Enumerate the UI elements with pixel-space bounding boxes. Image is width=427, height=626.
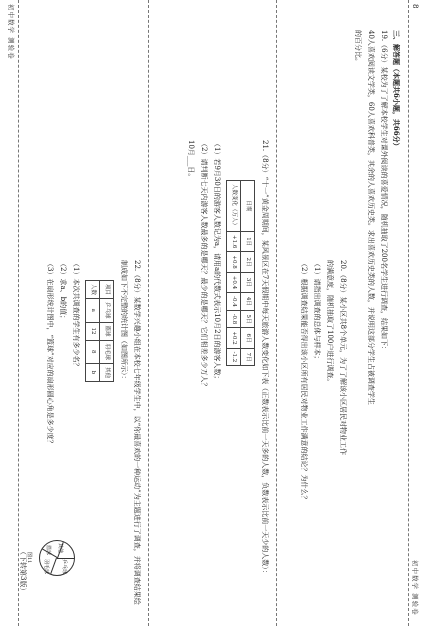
table-cell: 5日 [241, 310, 255, 328]
pie-chart [39, 540, 75, 576]
q20-text: 20.（8分）某小区共8个单元，为了了解该小区居民对物业工作 [339, 260, 347, 456]
table-cell: 日期 [241, 181, 255, 232]
q21-title: 21.（8分）“十一”黄金周期间，某风景区在7天假期中每天旅游人数变化如下表（正数表示比前一天多的人数，负数表示比前一天少的人数）： [261, 140, 269, 577]
divider-2 [148, 0, 149, 626]
q21-part1: （1）若9月30日的游客人数记为a，请用a的代数式表示10月2日的游客人数； [213, 140, 221, 383]
table-cell: +0.2 [227, 328, 241, 348]
section-heading: 三、解答题（本题共6小题，共66分） [392, 30, 401, 150]
q22-part3: （3）在扇形统计图中，“篮球”对应的扇形圆心角是多少度？ [46, 260, 54, 447]
q21-part3: 10月___日。 [187, 140, 195, 181]
table-cell: -0.4 [227, 293, 241, 311]
figure-label: 图11 [26, 552, 32, 564]
table-cell: b [86, 364, 100, 382]
q22-table [85, 280, 114, 382]
table-cell: 人数变化（万人） [227, 181, 241, 232]
table-cell: 1日 [241, 232, 255, 252]
pie-label: 篮球 [45, 545, 51, 556]
q22-part2: （2）求a、b的值； [59, 260, 67, 323]
q22-part1: （1）本次共调查的学生有多少名？ [72, 260, 80, 370]
table-cell: 其他 [100, 364, 114, 382]
q20-text-b: （1）请指出调查的总体与样本； [313, 260, 321, 363]
table-cell: 7日 [241, 348, 255, 366]
table-cell: 人数 [86, 281, 100, 299]
q22-title: 22.（8分）某数学兴趣小组在本校七年级学生中，以“你最喜欢的一种运动”为主题进行了调查，并将调查结果绘制成如下不完整的统计图（如图所示）： [120, 260, 141, 605]
table-cell: 2日 [241, 252, 255, 272]
divider-1 [276, 0, 277, 626]
table-cell: -0.8 [227, 310, 241, 328]
pie-label: 乒乓球 [61, 559, 67, 575]
divider-top [408, 0, 409, 626]
table-row [100, 281, 114, 382]
q20-text-a: 的满意度，随机抽取了100户进行调查。 [326, 260, 334, 386]
divider-bottom [18, 0, 19, 626]
q19-text-2: 40人喜欢阅读文学类，60人喜欢科普类，其余的人喜欢历史类。求出喜欢历史类的人数，并说明这部分学生占被调查学生的百分比。 [354, 30, 375, 405]
table-cell: 篮球 [100, 322, 114, 340]
table-cell: 乒乓球 [100, 299, 114, 323]
table-cell: -1.2 [227, 348, 241, 366]
table-cell: 4日 [241, 293, 255, 311]
table-cell: 项目 [100, 281, 114, 299]
page-number: 8 [411, 4, 419, 9]
margin-title-bottom: 初中数学 测验卷 [7, 4, 15, 60]
table-cell: +0.4 [227, 272, 241, 292]
question-19-block [351, 30, 403, 410]
table-cell: a [86, 299, 100, 323]
table-cell: 3日 [241, 272, 255, 292]
table-cell: 6日 [241, 328, 255, 348]
pie-label: 其他 [57, 543, 63, 554]
table-row [227, 181, 241, 366]
pie-label: 羽毛球 [43, 559, 49, 575]
table-cell: +1.6 [227, 232, 241, 252]
table-cell: 羽毛球 [100, 340, 114, 364]
question-20-block [297, 260, 349, 610]
table-row [86, 281, 100, 382]
table-cell: 8 [86, 340, 100, 364]
q21-part2: （2）请判断七天内游客人数最多的是哪天？最少的是哪天？它们相差多少万人？ [200, 140, 208, 390]
footer-continue: （下转第3版） [19, 548, 27, 595]
q20-text-c: （2）根据调查结果能否得出该小区所有居民对物业工作满意的结论？为什么？ [300, 260, 308, 503]
question-21-block [184, 140, 271, 610]
margin-title-top: 初中数学 测验卷 [411, 560, 419, 616]
q21-table [226, 180, 255, 366]
table-cell: 12 [86, 322, 100, 340]
q19-text: 19.（6分）某校为了了解本校学生对课外阅读的喜爱情况，随机抽取了200名学生进行调查，结果如下： [380, 30, 388, 353]
table-cell: +0.8 [227, 252, 241, 272]
table-row [241, 181, 255, 366]
